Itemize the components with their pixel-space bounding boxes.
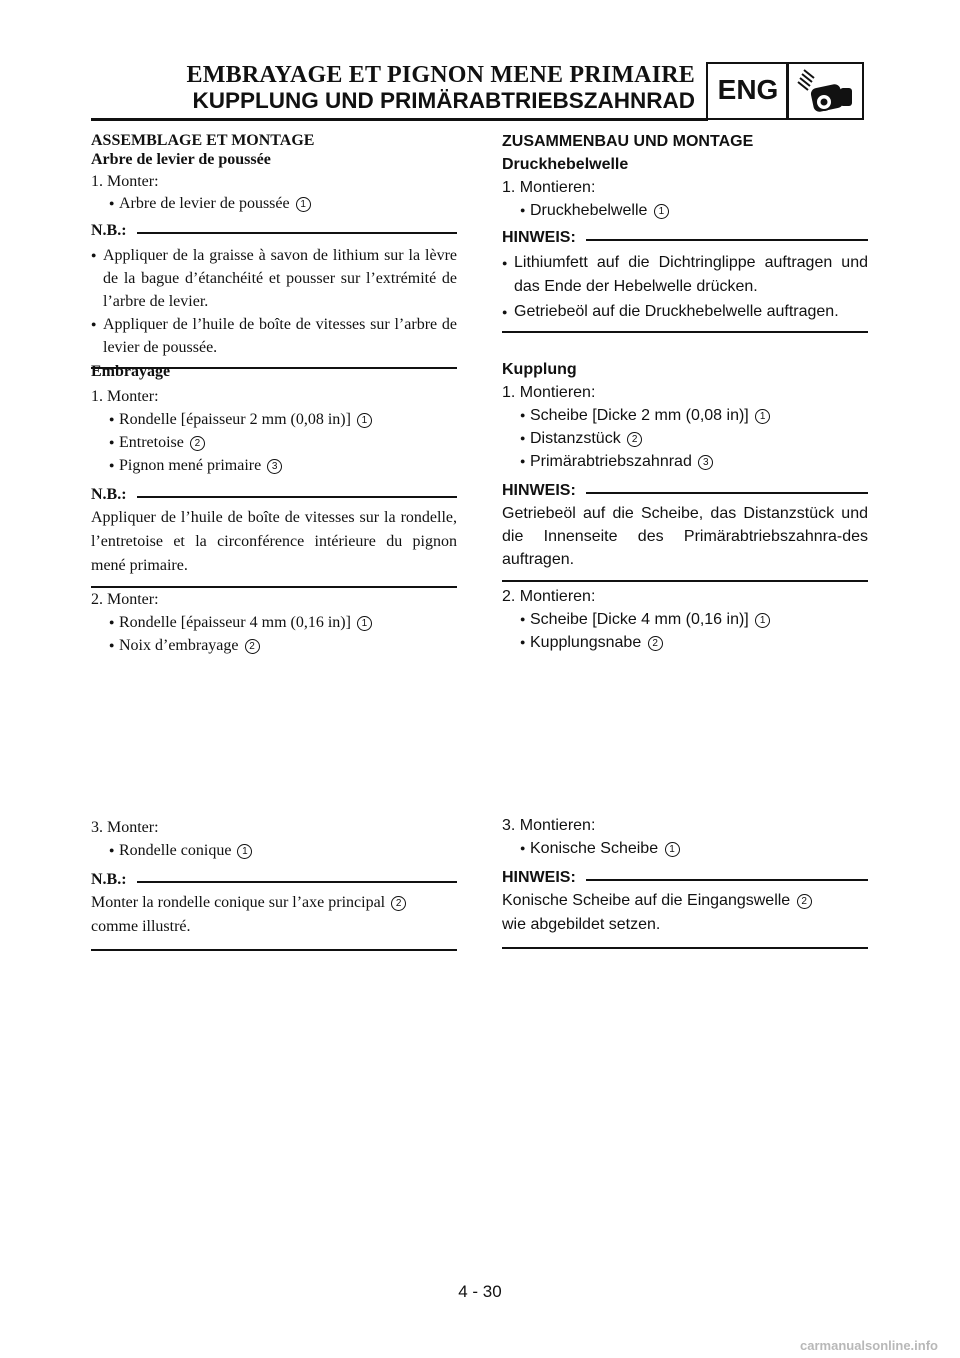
ref-number-1: 1 — [296, 197, 311, 212]
fr-subsection-title: Embrayage — [91, 363, 171, 380]
fr-section-step2 — [91, 588, 457, 657]
fr-note-heading — [91, 221, 457, 240]
ref-number-2: 2 — [190, 436, 205, 451]
de-section-clutch — [502, 358, 868, 582]
note-rule — [586, 239, 868, 241]
de-note-text-a: Konische Scheibe auf die Eingangswelle — [502, 892, 791, 909]
fr-note-item: ● Appliquer de la graisse à savon de lithium sur la lèvre de la bague d’étanchéité et pousser sur l’extrémité de l’arbre de levier. — [91, 244, 457, 313]
note-end-rule — [502, 580, 868, 582]
de-note-heading — [502, 479, 868, 502]
de-step: 2. Montieren: — [502, 588, 596, 605]
ref-number-2: 2 — [648, 636, 663, 651]
ref-number-1: 1 — [755, 409, 770, 424]
ref-number-2: 2 — [797, 894, 812, 909]
fr-item-text: Noix d’embrayage — [119, 637, 239, 654]
de-note-heading — [502, 866, 868, 889]
fr-note-text: Appliquer de l’huile de boîte de vitesses sur la rondelle, l’entretoise et la circonférence intérieure du pignon mené primaire. — [91, 509, 457, 574]
de-subsection-title: Kupplung — [502, 361, 577, 378]
de-note-label: HINWEIS: — [502, 229, 576, 246]
fr-section-title: ASSEMBLAGE ET MONTAGE — [91, 132, 315, 149]
fr-item-text: Entretoise — [119, 434, 184, 451]
ref-number-1: 1 — [755, 613, 770, 628]
fr-item-text: Arbre de levier de poussée — [119, 195, 290, 212]
header-title-de: KUPPLUNG UND PRIMÄRABTRIEBSZAHNRAD — [192, 88, 695, 113]
header-title-fr: EMBRAYAGE ET PIGNON MENE PRIMAIRE — [186, 62, 695, 88]
de-section-title: ZUSAMMENBAU UND MONTAGE — [502, 133, 754, 150]
de-list-item — [502, 608, 868, 631]
de-list-item — [502, 199, 868, 222]
fr-list-item — [91, 408, 457, 431]
de-list-item — [502, 837, 868, 860]
ref-number-1: 1 — [665, 842, 680, 857]
ref-number-2: 2 — [245, 639, 260, 654]
fr-note-heading — [91, 483, 457, 506]
note-rule — [137, 232, 457, 234]
eng-badge-label: ENG — [717, 74, 779, 105]
fr-note-text — [91, 891, 457, 939]
fr-step: 1. Monter: — [91, 388, 159, 405]
fr-note-item: ● Appliquer de l’huile de boîte de vitesses sur l’arbre de levier de poussée. — [91, 313, 457, 359]
de-note-item: ● Lithiumfett auf die Dichtringlippe auftragen und das Ende der Hebelwelle drücken. — [502, 251, 868, 299]
page-number: 4 - 30 — [458, 1282, 502, 1301]
de-item-text: Primärabtriebszahnrad — [530, 453, 692, 470]
de-list-item — [502, 427, 868, 450]
note-rule — [137, 496, 457, 498]
fr-subsection-title: Arbre de levier de poussée — [91, 151, 271, 168]
ref-number-2: 2 — [627, 432, 642, 447]
note-rule — [586, 492, 868, 494]
fr-list-item — [91, 454, 457, 477]
fr-note-label: N.B.: — [91, 486, 127, 503]
de-section-step2 — [502, 585, 868, 654]
fr-section-assembly — [91, 131, 457, 369]
de-list-item — [502, 450, 868, 473]
de-note-text — [502, 889, 868, 937]
fr-list-item — [91, 194, 457, 213]
de-note-label: HINWEIS: — [502, 869, 576, 886]
fr-list-item — [91, 839, 457, 862]
ref-number-1: 1 — [357, 413, 372, 428]
de-step: 1. Montieren: — [502, 384, 596, 401]
fr-section-step3 — [91, 816, 457, 951]
fr-item-text: Rondelle [épaisseur 2 mm (0,08 in)] — [119, 411, 351, 428]
header-rule — [91, 118, 708, 121]
de-note-text-b: wie abgebildet setzen. — [502, 916, 661, 933]
fr-note-label: N.B.: — [91, 871, 127, 888]
fr-list-item — [91, 611, 457, 634]
ref-number-2: 2 — [391, 896, 406, 911]
de-step: 3. Montieren: — [502, 817, 596, 834]
de-item-text: Distanzstück — [530, 430, 621, 447]
eng-badge-divider — [786, 62, 789, 120]
fr-item-text: Rondelle conique — [119, 842, 232, 859]
note-end-rule — [502, 947, 868, 949]
fr-note-text-a: Monter la rondelle conique sur l’axe principal — [91, 894, 386, 911]
de-section-step3 — [502, 814, 868, 949]
fr-step: 1. Monter: — [91, 173, 159, 190]
note-end-rule — [502, 331, 868, 333]
de-section-assembly — [502, 130, 868, 333]
fr-item-text: Rondelle [épaisseur 4 mm (0,16 in)] — [119, 614, 351, 631]
fr-note-heading — [91, 868, 457, 891]
de-note-heading — [502, 226, 868, 249]
watermark: carmanualsonline.info — [800, 1338, 938, 1353]
ref-number-1: 1 — [237, 844, 252, 859]
fr-step: 3. Monter: — [91, 819, 159, 836]
fr-section-clutch — [91, 360, 457, 588]
ref-number-3: 3 — [698, 455, 713, 470]
de-item-text: Konische Scheibe — [530, 840, 659, 857]
note-rule — [137, 881, 457, 883]
note-end-rule — [91, 949, 457, 951]
de-note-label: HINWEIS: — [502, 482, 576, 499]
de-note-text: Getriebeöl auf die Scheibe, das Distanzstück und die Innenseite des Primärabtriebszahnra-des auftragen. — [502, 505, 868, 568]
de-list-item — [502, 404, 868, 427]
ref-number-1: 1 — [357, 616, 372, 631]
de-step: 1. Montieren: — [502, 179, 596, 196]
note-rule — [586, 879, 868, 881]
de-item-text: Scheibe [Dicke 2 mm (0,08 in)] — [530, 407, 749, 424]
ref-number-1: 1 — [654, 204, 669, 219]
de-subsection-title: Druckhebelwelle — [502, 156, 629, 173]
de-list-item — [502, 631, 868, 654]
fr-note-label: N.B.: — [91, 222, 127, 239]
de-item-text: Scheibe [Dicke 4 mm (0,16 in)] — [530, 611, 749, 628]
fr-note-text-b: comme illustré. — [91, 918, 191, 935]
fr-list-item — [91, 634, 457, 657]
fr-list-item — [91, 431, 457, 454]
fr-item-text: Pignon mené primaire — [119, 457, 262, 474]
fr-step: 2. Monter: — [91, 591, 159, 608]
de-item-text: Kupplungsnabe — [530, 634, 642, 651]
engine-icon — [790, 64, 862, 118]
de-note-item: ● Getriebeöl auf die Druckhebelwelle auftragen. — [502, 299, 868, 325]
ref-number-3: 3 — [267, 459, 282, 474]
de-item-text: Druckhebelwelle — [530, 202, 648, 219]
